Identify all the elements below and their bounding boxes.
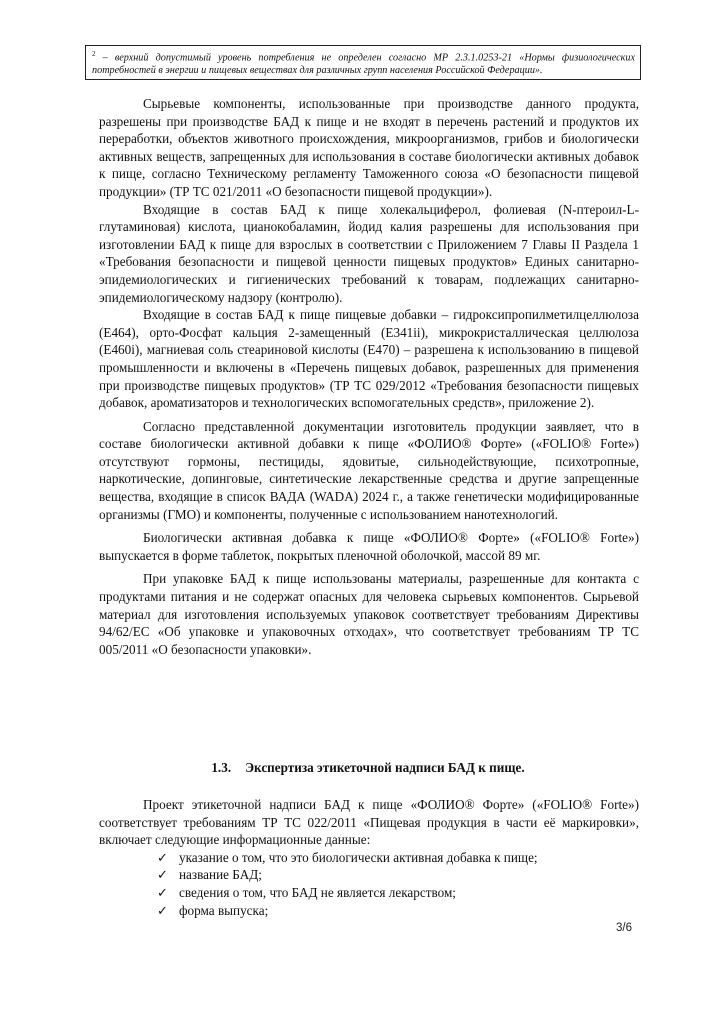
list-item: ✓ форма выпуска; [157,902,269,918]
paragraph-release-form: Биологически активная добавка к пище «ФОЛИО® Форте» («FOLIO® Forte») выпускается в форме таблеток, покрытых пленочной оболочкой, массой 89 мг. [99,530,639,563]
footnote-text: – верхний допустимый уровень потребления не определен согласно МР 2.3.1.0253-21 «Нормы физиологических потребностей в энергии и пищевых веществах для различных групп населения Российской Федерации». [92,52,636,77]
section-title: Экспертиза этикеточной надписи БАД к пище. [245,760,525,775]
list-item: ✓ указание о том, что это биологически активная добавка к пище; [157,849,538,865]
paragraph-vitamins: Входящие в состав БАД к пище холекальциферол, фолиевая (N-птероил-L-глутаминовая) кислота, цианокобаламин, йодид калия разрешены для использования при изготовлении БАД к пище для взрослых в соответствии с Приложением 7 Главы II Раздела 1 «Требования безопасности и пищевой ценности пищевых продуктов» Единых санитарно-эпидемиологических и гигиенических требований к товарам, подлежащих санитарно-эпидемиологическому надзору (контролю). [99,201,639,305]
list-item: ✓ название БАД; [157,867,262,883]
checkmark-icon: ✓ [157,884,168,900]
paragraph-food-additives: Входящие в состав БАД к пище пищевые добавки – гидроксипропилметилцеллюлоза (Е464), орто-Фосфат кальция 2-замещенный (Е341ii), микрокристаллическая целлюлоза (Е460i), магниевая соль стеариновой кислоты (Е470) – разрешена к использованию в пищевой промышленности и включены в «Перечень пищевых добавок, разрешенных для применения при производстве пищевых продуктов» (ТР ТС 029/2012 «Требования безопасности пищевых добавок, ароматизаторов и технологических вспомогательных средств», приложение 2). [99,307,639,411]
paragraph-raw-materials: Сырьевые компоненты, использованные при производстве данного продукта, разрешены при производстве БАД к пище и не входят в перечень растений и продуктов их переработки, объектов животного происхождения, микроорганизмов, грибов и биологически активных веществ, запрещенных для использования в составе биологически активных добавок к пище, согласно Техническому регламенту Таможенного союза «О безопасности пищевой продукции» (ТР ТС 021/2011 «О безопасности пищевой продукции»). [99,96,639,199]
section-number: 1.3. [211,760,232,775]
checkmark-icon: ✓ [157,867,168,883]
footnote [85,45,641,80]
checkmark-icon: ✓ [157,849,168,865]
list-item: ✓ сведения о том, что БАД не является лекарством; [157,884,456,900]
section-intro: Проект этикеточной надписи БАД к пище «ФОЛИО® Форте» («FOLIO® Forte») соответствует требованиям ТР ТС 022/2011 «Пищевая продукция в части её маркировки», включает следующие информационные данные: [99,797,639,848]
paragraph-manufacturer-declaration: Согласно представленной документации изготовитель продукции заявляет, что в составе биологически активной добавки к пище «ФОЛИО® Форте» («FOLIO® Forte») отсутствуют гормоны, пестициды, ядовитые, сильнодействующие, психотропные, наркотические, допинговые, синтетические лекарственные средства и другие запрещенные вещества, входящие в список ВАДА (WADA) 2024 г., а также генетически модифицированные организмы (ГМО) и компоненты, полученные с использованием нанотехнологий. [99,418,639,522]
body-text [99,95,639,658]
section-body [99,796,639,919]
footnote-marker: 2 [92,50,96,58]
section-heading [100,760,636,776]
paragraph-packaging: При упаковке БАД к пище использованы материалы, разрешенные для контакта с продуктами питания и не содержат опасных для человека сырьевых компонентов. Сырьевой материал для изготовления используемых упаковок соответствует требованиям Директивы 94/62/ЕС «Об упаковке и упаковочных отходах», что соответствует требованиям ТР ТС 005/2011 «О безопасности упаковки». [99,571,639,657]
label-requirements-list [99,849,639,919]
checkmark-icon: ✓ [157,902,168,918]
page-number: 3/6 [616,922,632,934]
